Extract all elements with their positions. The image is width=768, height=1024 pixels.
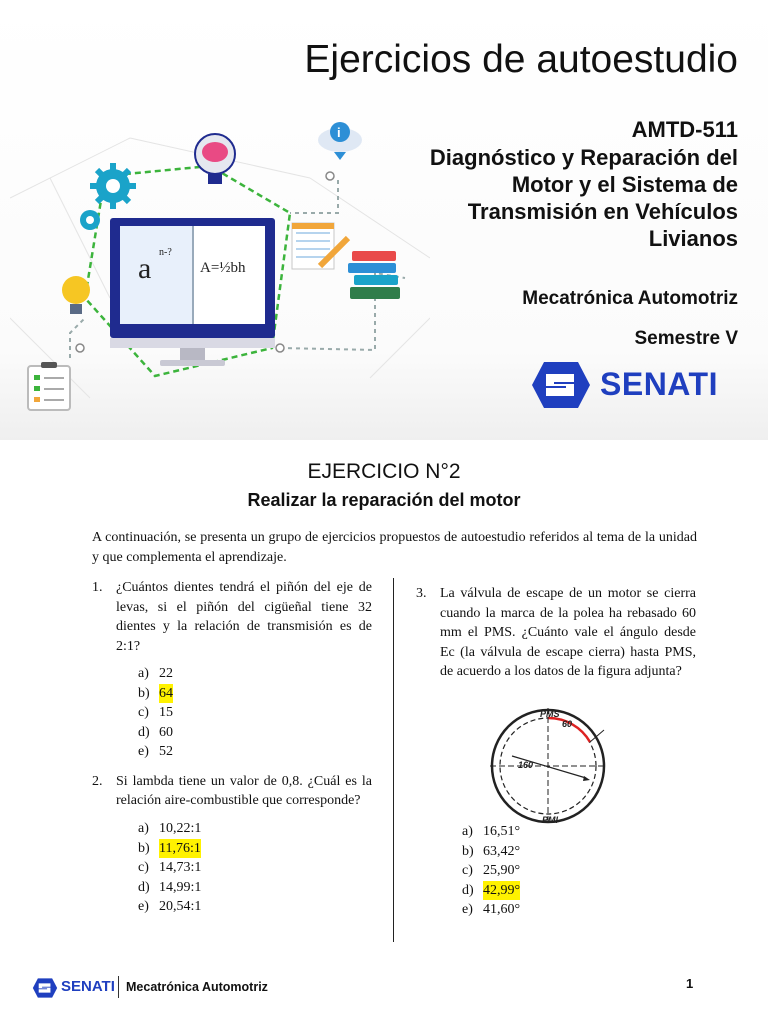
option-value: 52 [159, 744, 173, 760]
questions-right-column [416, 584, 696, 682]
footer-separator [118, 976, 119, 998]
option-value: 25,90° [483, 863, 521, 879]
option-value-highlighted: 42,99° [483, 881, 520, 901]
option-item [462, 822, 696, 842]
option-item [138, 897, 372, 917]
option-value-highlighted: 64 [159, 684, 173, 704]
options-list [92, 819, 372, 917]
course-block [358, 116, 738, 252]
senati-logo-text: SENATI [600, 366, 718, 402]
footer-senati-logo-icon [32, 977, 58, 999]
option-value: 16,51° [483, 824, 521, 839]
pmi-label: PMI [542, 815, 559, 825]
formula-a: a [138, 252, 152, 285]
question-number: 1. [92, 580, 103, 595]
options-list [416, 822, 696, 920]
option-item [462, 842, 696, 862]
option-letter: b) [462, 843, 474, 859]
option-letter: d) [138, 724, 150, 740]
exercise-title: EJERCICIO N°2 [307, 460, 461, 483]
intro-paragraph: A continuación, se presenta un grupo de ejercicios propuestos de autoestudio referidos al tema de la unidad y que complementa el aprendizaje. [92, 530, 697, 565]
course-name-line: Transmisión en Vehículos [467, 199, 738, 224]
question-number: 2. [92, 773, 103, 789]
option-item [462, 861, 696, 881]
option-letter: d) [138, 879, 150, 895]
option-item [138, 742, 372, 762]
option-letter: e) [138, 899, 149, 915]
pulley-figure [484, 708, 624, 826]
info-icon: i [337, 125, 341, 140]
option-item [138, 703, 372, 723]
option-item [138, 684, 372, 704]
option-letter: b) [138, 685, 150, 701]
arc-60-label: 60 [562, 719, 573, 729]
question-text: La válvula de escape de un motor se cierra cuando la marca de la polea ha rebasado 60 mm el PMS. ¿Cuánto vale el ángulo desde Ec (la válvula de escape cierra) hasta PMS, de acuerdo a los datos de la figura adjunta? [440, 586, 696, 679]
page-number: 1 [686, 976, 694, 991]
option-item [138, 819, 372, 839]
formula-exponent: n-? [159, 247, 172, 258]
formula-area: A=½bh [200, 260, 246, 276]
course-name-line: Diagnóstico y Reparación del [429, 145, 738, 170]
option-value: 41,60° [483, 902, 521, 918]
option-item [138, 664, 372, 684]
option-letter: c) [138, 860, 149, 876]
option-letter: a) [138, 820, 149, 836]
question-text: Si lambda tiene un valor de 0,8. ¿Cuál es la relación aire-combustible que corresponde? [116, 773, 372, 809]
option-item [462, 900, 696, 920]
option-value: 63,42° [483, 843, 521, 859]
option-item [138, 878, 372, 898]
option-value: 22 [159, 666, 173, 681]
option-item [462, 881, 696, 901]
option-letter: c) [462, 863, 473, 879]
course-code: AMTD-511 [631, 117, 738, 142]
course-name-line: Livianos [648, 226, 738, 251]
option-letter: c) [138, 705, 149, 721]
option-item [138, 839, 372, 859]
question-3-options [416, 822, 696, 920]
options-list [92, 664, 372, 762]
senati-logo-icon [530, 360, 592, 410]
option-value: 60 [159, 724, 173, 740]
question-3 [416, 584, 696, 682]
option-letter: d) [462, 882, 474, 898]
questions-left-column [92, 578, 372, 917]
option-letter: b) [138, 840, 150, 856]
option-item [138, 858, 372, 878]
option-letter: e) [462, 902, 473, 918]
question-text: ¿Cuántos dientes tendrá el piñón del eje de levas, si el piñón del cigüeñal tiene 32 dientes y la relación de transmisión es de 2:1? [116, 580, 372, 654]
option-value-highlighted: 11,76:1 [159, 839, 201, 859]
option-value: 10,22:1 [159, 820, 202, 836]
option-item [138, 723, 372, 743]
question-2 [92, 772, 372, 811]
page-title: Ejercicios de autoestudio [304, 38, 738, 81]
option-value: 14,99:1 [159, 879, 202, 895]
option-letter: a) [138, 666, 149, 681]
option-letter: a) [462, 824, 473, 839]
exercise-subtitle: Realizar la reparación del motor [247, 490, 521, 510]
option-value: 15 [159, 705, 173, 721]
diameter-160-label: 160 [518, 760, 534, 770]
pms-label: PMS [540, 709, 560, 719]
option-value: 20,54:1 [159, 899, 202, 915]
option-value: 14,73:1 [159, 860, 202, 876]
question-number: 3. [416, 586, 427, 601]
option-letter: e) [138, 744, 149, 760]
column-divider [393, 578, 394, 942]
career-label: Mecatrónica Automotriz [522, 288, 738, 309]
question-1 [92, 578, 372, 656]
footer-senati-text: SENATI [61, 978, 115, 995]
footer-career-text: Mecatrónica Automotriz [126, 980, 268, 994]
semester-label: Semestre V [634, 328, 738, 349]
course-name-line: Motor y el Sistema de [511, 172, 738, 197]
